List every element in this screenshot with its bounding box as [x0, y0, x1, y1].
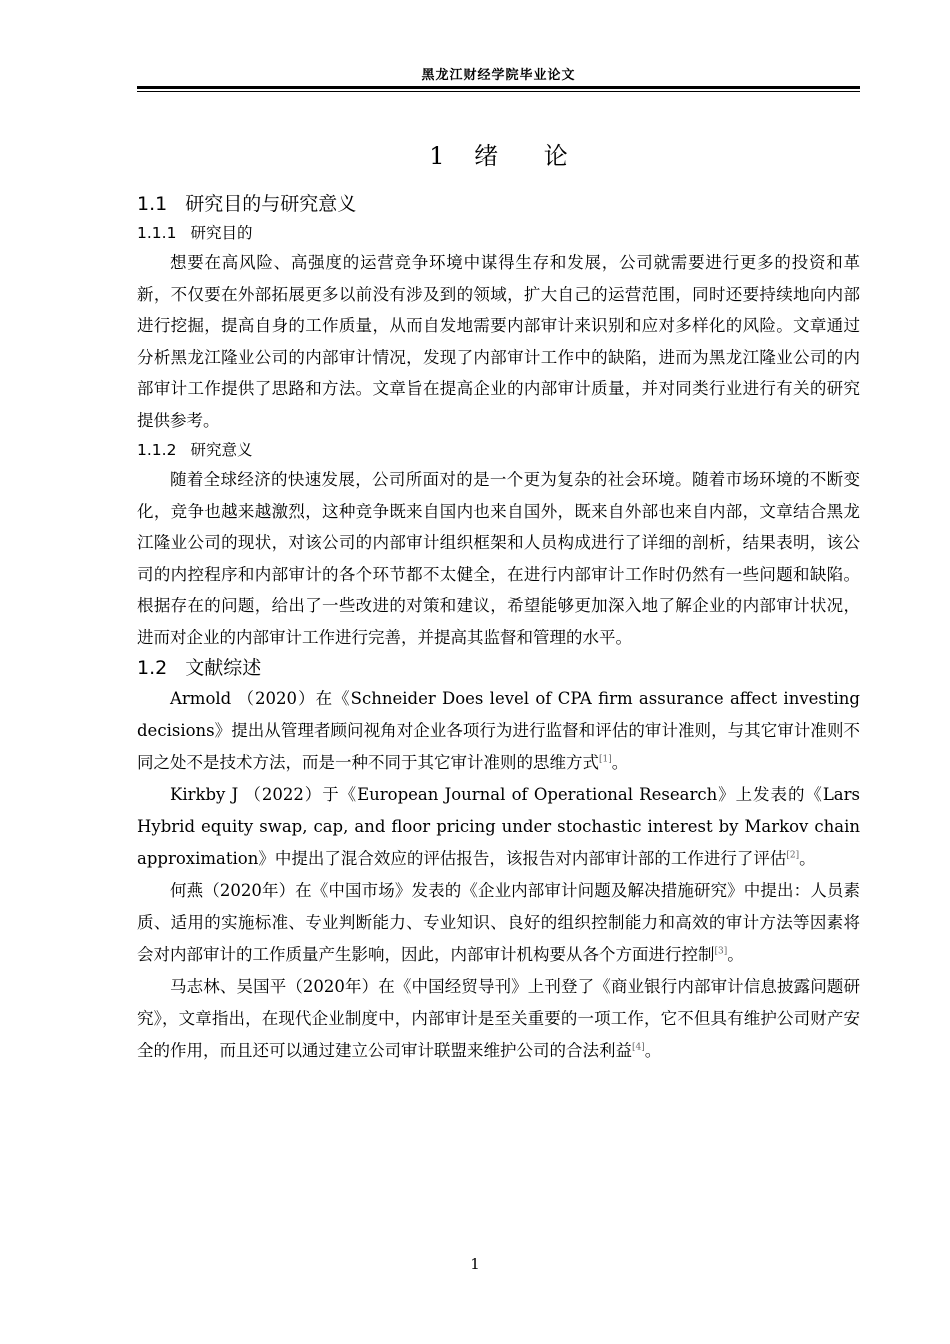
reference-end: 。: [727, 945, 744, 964]
section-title: 研究目的与研究意义: [185, 193, 357, 215]
chapter-number: 1: [429, 142, 445, 170]
page-header: 黑龙江财经学院毕业论文: [421, 68, 576, 83]
section-number: 1.1: [137, 193, 168, 215]
subsection-title: 研究意义: [190, 441, 253, 459]
citation-marker[interactable]: [1]: [599, 754, 612, 765]
reference-text: Armold （2020）在《Schneider Does level of CPA firm assurance affect investing decisions》提出从管理者顾问视角对企业各项行为进行监督和评估的审计准则，与其它审计准则不同之处不是技术方法，而是一种不同于其它审计准则的思维方式: [137, 689, 860, 772]
subsection-title: 研究目的: [190, 224, 253, 242]
reference-paragraph: [137, 779, 860, 875]
chapter-title-char-2: 论: [543, 142, 568, 170]
reference-text: 何燕（2020年）在《中国市场》发表的《企业内部审计问题及解决措施研究》中提出：人员素质、适用的实施标准、专业判断能力、专业知识、良好的组织控制能力和高效的审计方法等因素将会对内部审计的工作质量产生影响，因此，内部审计机构要从各个方面进行控制: [137, 881, 860, 964]
header-rule-thin: [137, 91, 860, 92]
subsection-number: 1.1.2: [137, 441, 177, 459]
citation-marker[interactable]: [4]: [632, 1042, 645, 1053]
reference-paragraph: [137, 971, 860, 1067]
body-paragraph: 想要在高风险、高强度的运营竞争环境中谋得生存和发展，公司就需要进行更多的投资和革新，不仅要在外部拓展更多以前没有涉及到的领域，扩大自己的运营范围，同时还要持续地向内部进行挖掘，提高自身的工作质量，从而自发地需要内部审计来识别和应对多样化的风险。文章通过分析黑龙江隆业公司的内部审计情况，发现了内部审计工作中的缺陷，进而为黑龙江隆业公司的内部审计工作提供了思路和方法。文章旨在提高企业的内部审计质量，并对同类行业进行有关的研究提供参考。: [137, 253, 860, 430]
section-heading: [137, 653, 860, 683]
chapter-title: [137, 136, 860, 171]
body-paragraph: 随着全球经济的快速发展，公司所面对的是一个更为复杂的社会环境。随着市场环境的不断变化，竞争也越来越激烈，这种竞争既来自国内也来自国外，既来自外部也来自内部，文章结合黑龙江隆业公司的现状，对该公司的内部审计组织框架和人员构成进行了详细的剖析，结果表明，该公司的内控程序和内部审计的各个环节都不太健全，在进行内部审计工作时仍然有一些问题和缺陷。根据存在的问题，给出了一些改进的对策和建议，希望能够更加深入地了解企业的内部审计状况，进而对企业的内部审计工作进行完善，并提高其监督和管理的水平。: [137, 470, 860, 647]
reference-paragraph: [137, 875, 860, 971]
citation-marker[interactable]: [3]: [714, 946, 728, 957]
reference-text: 马志林、吴国平（2020年）在《中国经贸导刊》上刊登了《商业银行内部审计信息披露问题研究》，文章指出，在现代企业制度中，内部审计是至关重要的一项工作，它不但具有维护公司财产安全的作用，而且还可以通过建立公司审计联盟来维护公司的合法利益: [137, 977, 860, 1060]
citation-marker[interactable]: [2]: [786, 850, 800, 861]
subsection-number: 1.1.1: [137, 224, 177, 242]
reference-text: Kirkby J （2022）于《European Journal of Operational Research》上发表的《Lars Hybrid equity swap, cap, and floor pricing under stochastic interest by Markov chain approximation》中提出了混合效应的评估报告，该报告对内部审计部的工作进行了评估: [137, 785, 860, 868]
reference-end: 。: [611, 753, 629, 772]
chapter-title-char-1: 绪: [474, 142, 537, 170]
page-number: 1: [470, 1255, 480, 1273]
page-content: [137, 128, 860, 1067]
section-heading: [137, 189, 860, 219]
section-title: 文献综述: [185, 657, 262, 679]
reference-paragraph: [137, 683, 860, 779]
subsection-heading: [137, 436, 860, 464]
reference-end: 。: [799, 849, 816, 868]
header-rule-thick: [137, 86, 860, 89]
subsection-heading: [137, 219, 860, 247]
section-number: 1.2: [137, 657, 168, 679]
reference-end: 。: [644, 1041, 662, 1060]
